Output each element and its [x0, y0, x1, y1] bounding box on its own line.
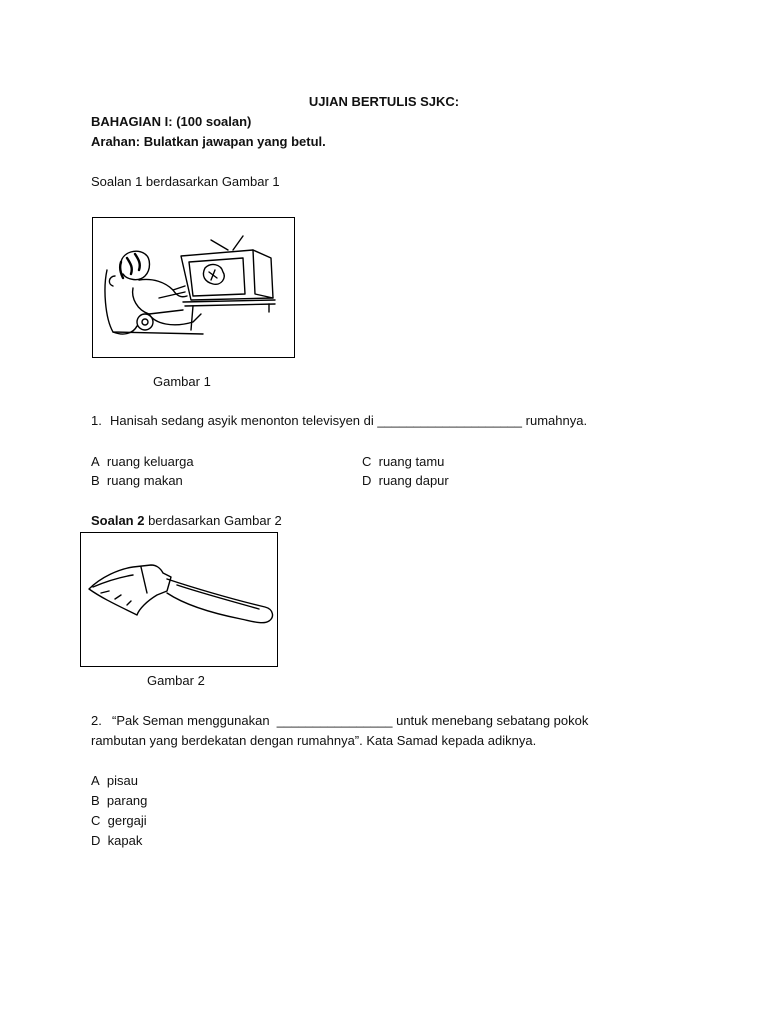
option-text: gergaji [107, 813, 147, 828]
q2-option-a[interactable] [91, 773, 138, 789]
q2-blank: ________________ [276, 713, 393, 728]
q2-question-line1 [112, 713, 588, 729]
q1-option-a[interactable] [91, 454, 194, 470]
q2-line1-before: “Pak Seman menggunakan [112, 713, 270, 728]
q1-option-c[interactable] [362, 454, 444, 470]
option-letter: C [362, 454, 372, 469]
q1-heading: Soalan 1 berdasarkan Gambar 1 [91, 174, 280, 189]
q1-blank: ____________________ [377, 413, 523, 428]
q2-option-c[interactable] [91, 813, 147, 829]
option-text: ruang keluarga [106, 454, 194, 469]
gambar-1-caption: Gambar 1 [153, 374, 211, 389]
gambar-1-image [92, 217, 295, 358]
section-heading: BAHAGIAN I: (100 soalan) [91, 114, 252, 129]
q1-question [110, 413, 587, 429]
axe-icon [81, 533, 277, 666]
option-letter: A [91, 773, 100, 788]
option-text: ruang tamu [378, 454, 445, 469]
gambar-2-image [80, 532, 278, 667]
child-watching-tv-icon [93, 218, 294, 357]
q2-question-line2: rambutan yang berdekatan dengan rumahnya”. Kata Samad kepada adiknya. [91, 733, 537, 748]
option-text: pisau [106, 773, 138, 788]
option-letter: B [91, 473, 100, 488]
q2-option-b[interactable] [91, 793, 147, 809]
option-letter: C [91, 813, 101, 828]
q1-option-d[interactable] [362, 473, 449, 489]
q2-option-d[interactable] [91, 833, 142, 849]
option-text: ruang dapur [378, 473, 449, 488]
option-letter: D [362, 473, 372, 488]
q2-number: 2. [91, 713, 102, 728]
instruction: Arahan: Bulatkan jawapan yang betul. [91, 134, 326, 149]
q2-heading [91, 513, 282, 529]
q2-line1-after: untuk menebang sebatang pokok [396, 713, 589, 728]
page-title: UJIAN BERTULIS SJKC: [308, 94, 460, 109]
q1-text-before: Hanisah sedang asyik menonton televisyen di [110, 413, 374, 428]
q2-heading-bold: Soalan 2 [91, 513, 145, 528]
option-text: kapak [107, 833, 143, 848]
q1-option-b[interactable] [91, 473, 183, 489]
gambar-2-caption: Gambar 2 [147, 673, 205, 688]
option-text: ruang makan [106, 473, 183, 488]
q1-number: 1. [91, 413, 102, 428]
q2-heading-rest: berdasarkan Gambar 2 [144, 513, 282, 528]
option-letter: D [91, 833, 101, 848]
q1-text-after: rumahnya. [525, 413, 588, 428]
option-text: parang [106, 793, 148, 808]
option-letter: B [91, 793, 100, 808]
option-letter: A [91, 454, 100, 469]
